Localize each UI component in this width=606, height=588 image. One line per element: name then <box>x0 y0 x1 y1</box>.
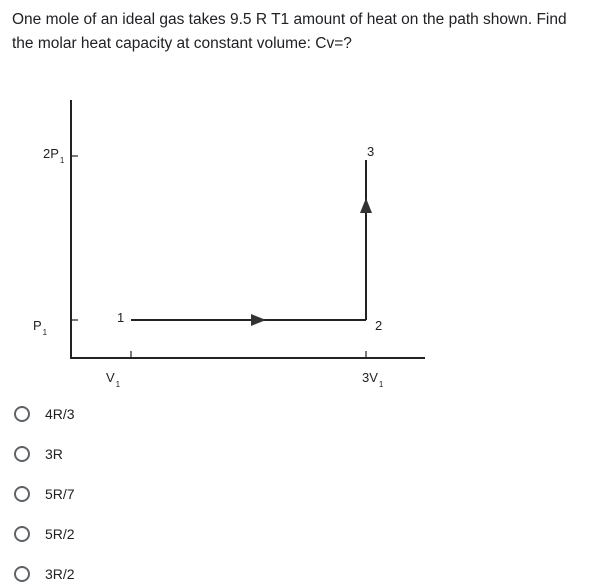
option-label: 3R <box>45 446 63 462</box>
option-5r2[interactable] <box>14 522 75 546</box>
option-5r7[interactable] <box>14 482 75 506</box>
arrow-right-icon <box>251 314 266 326</box>
label-v1: $V_1$ <box>106 370 121 389</box>
label-3v1: $3V_1$ <box>362 370 384 389</box>
radio-circle-icon[interactable] <box>14 486 30 502</box>
option-3r[interactable] <box>14 442 63 466</box>
option-4r3[interactable] <box>14 402 75 426</box>
question-line-1: One mole of an ideal gas takes 9.5 R T1 amount of heat on the path shown. Find <box>12 11 567 28</box>
question-line-2: the molar heat capacity at constant volume: Cv=? <box>12 35 352 52</box>
label-point-1: 1 <box>117 310 125 325</box>
radio-circle-icon[interactable] <box>14 446 30 462</box>
label-2p1: $2P_1$ <box>43 146 65 165</box>
radio-circle-icon[interactable] <box>14 566 30 582</box>
arrow-up-icon <box>360 198 372 213</box>
option-label: 4R/3 <box>45 406 75 422</box>
option-label: 5R/7 <box>45 486 75 502</box>
option-label: 5R/2 <box>45 526 75 542</box>
option-label: 3R/2 <box>45 566 75 582</box>
option-3r2[interactable] <box>14 562 75 586</box>
label-p1: $P_1$ <box>33 318 48 337</box>
label-point-3: 3 <box>367 144 375 159</box>
radio-circle-icon[interactable] <box>14 406 30 422</box>
radio-circle-icon[interactable] <box>14 526 30 542</box>
label-point-2: 2 <box>375 318 383 333</box>
